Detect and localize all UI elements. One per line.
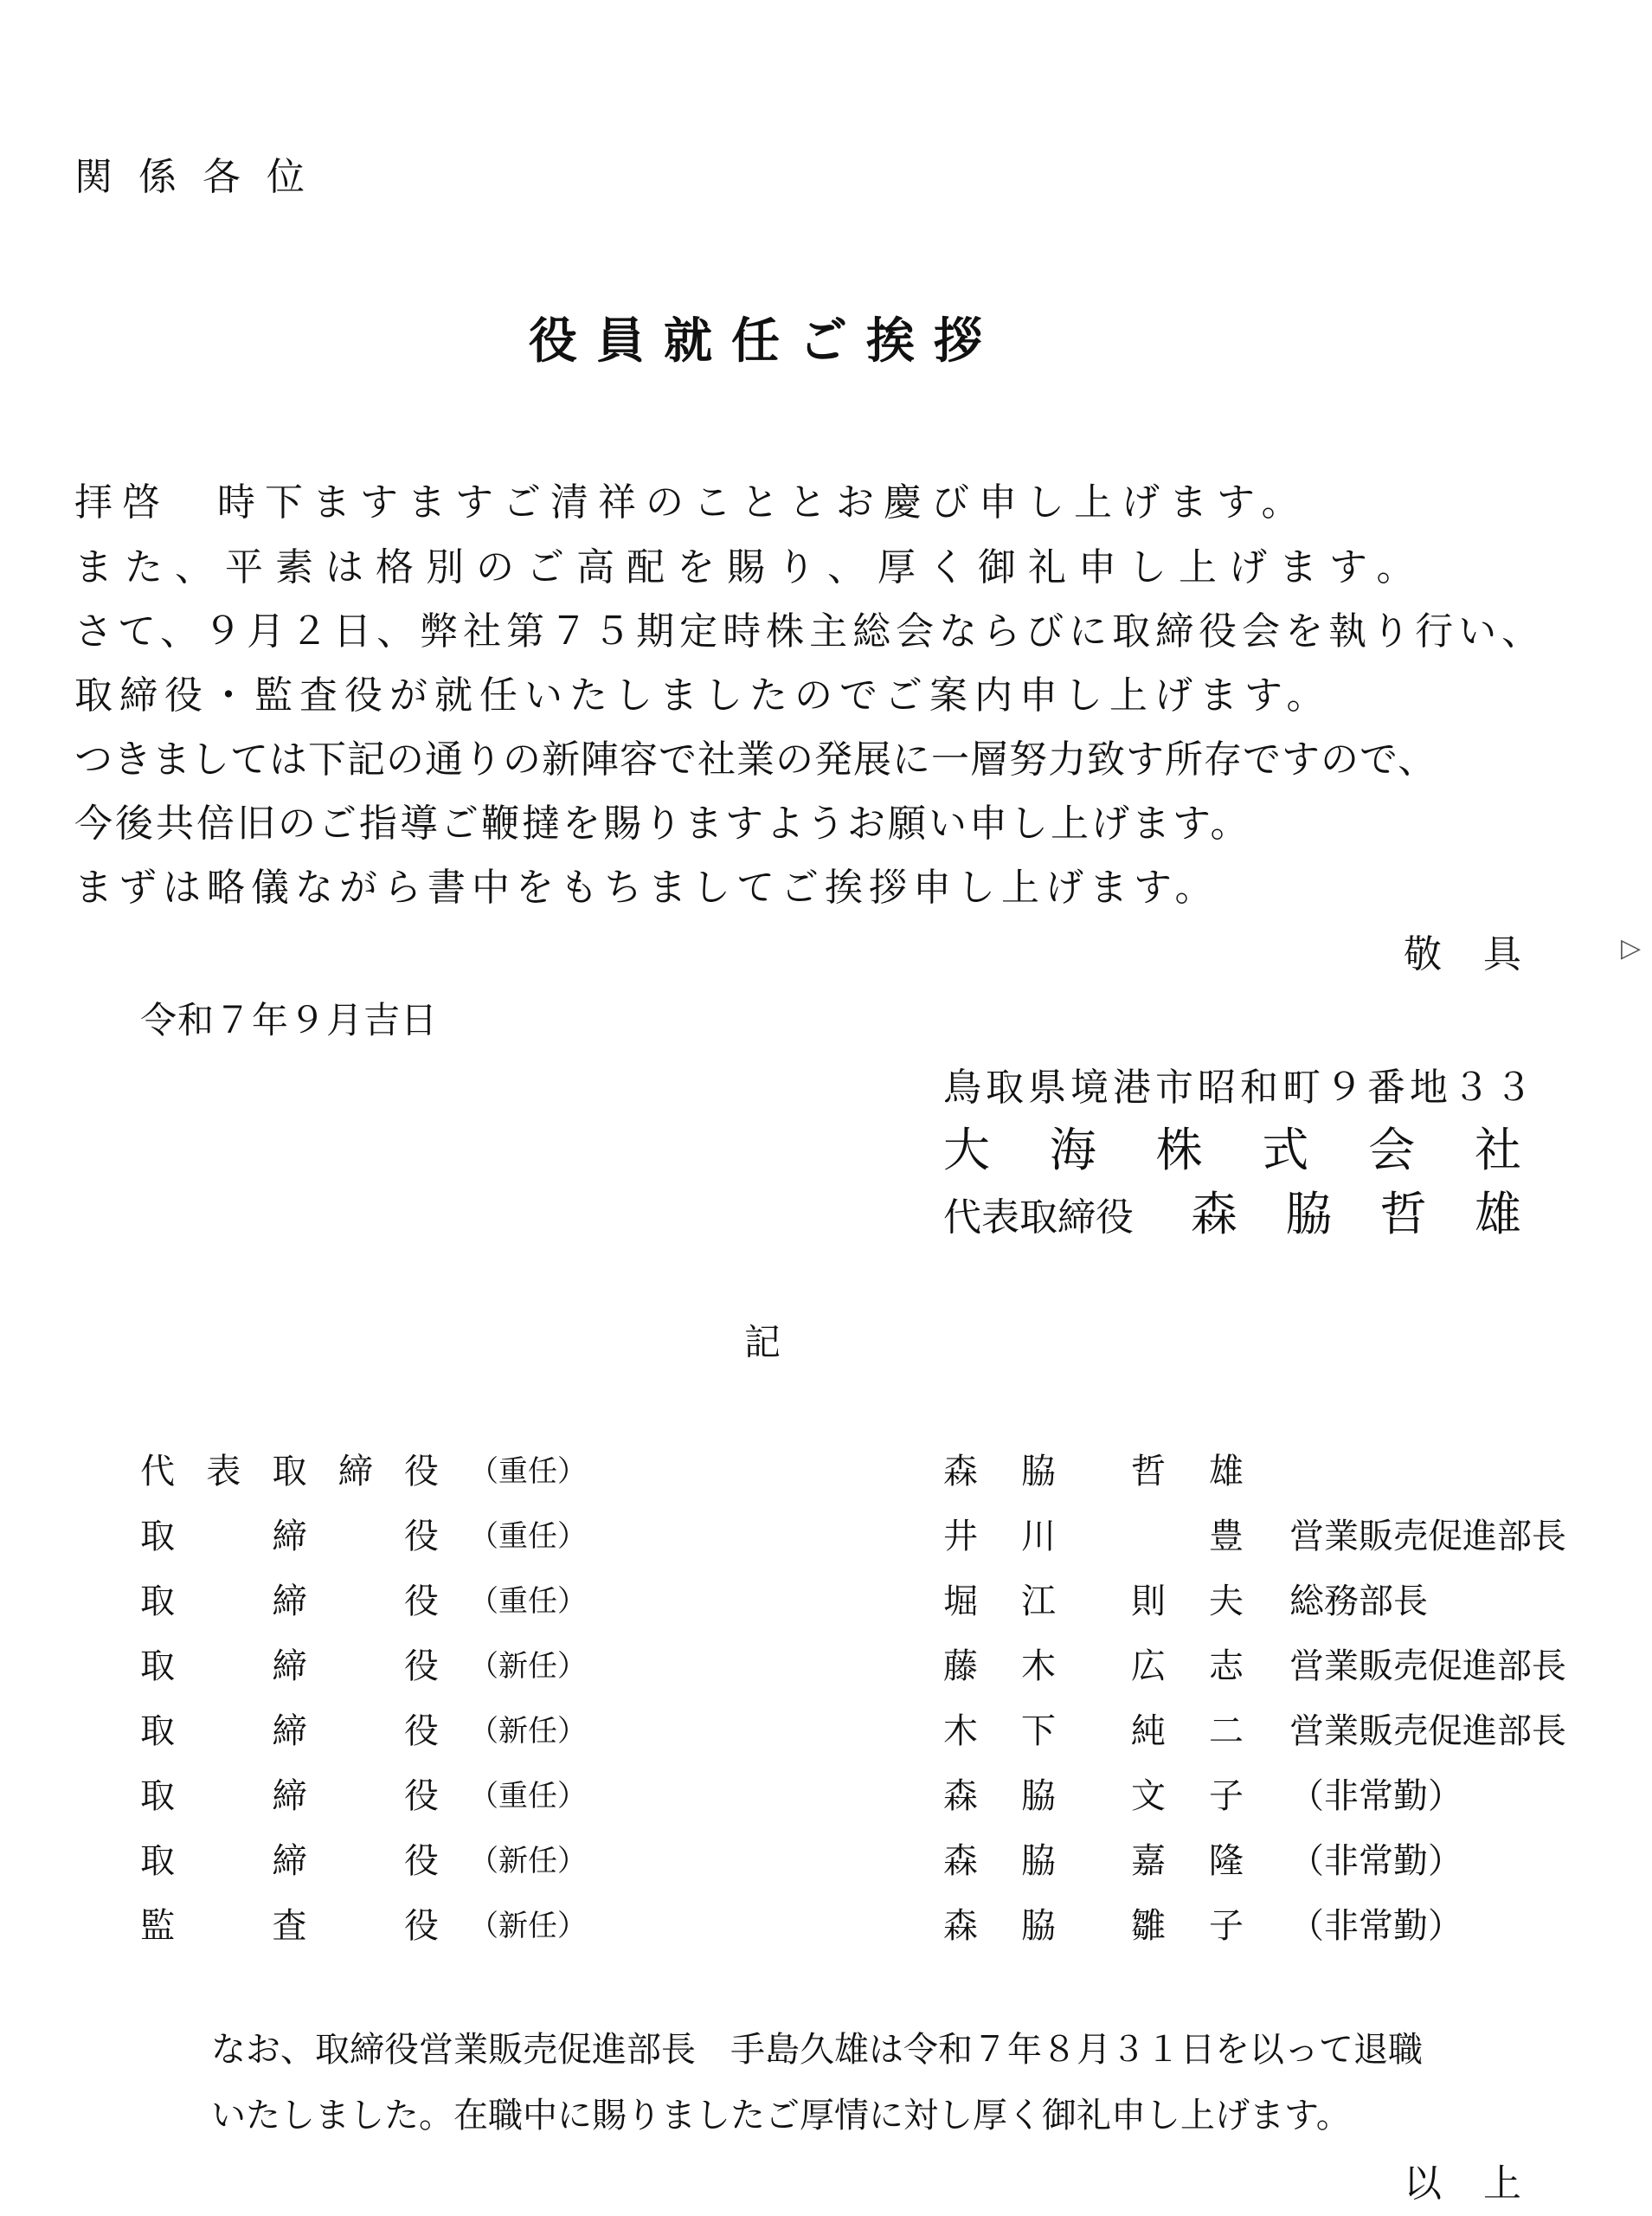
- body-line-6: 今後共倍旧のご指導ご鞭撻を賜りますようお願い申し上げます。: [74, 802, 1251, 846]
- officer-role: 取 締 役: [140, 1581, 439, 1621]
- officer-surname: 堀 江: [943, 1581, 1056, 1621]
- body-line-7: まずは略儀ながら書中をもちましてご挨拶申し上げます。: [74, 866, 1219, 910]
- officer-department: 営業販売促進部長: [1289, 1646, 1566, 1686]
- officer-department: 営業販売促進部長: [1289, 1517, 1566, 1556]
- officer-surname: 森 脇: [943, 1906, 1056, 1946]
- officer-surname: 井 川: [943, 1517, 1056, 1556]
- body-line-2: また、平素は格別のご高配を賜り、厚く御礼申し上げます。: [74, 545, 1427, 589]
- officer-role: 取 締 役: [140, 1776, 439, 1816]
- note-line-2: いたしました。在職中に賜りましたご厚情に対し厚く御礼申し上げます。: [211, 2096, 1351, 2135]
- officer-given-name: 豊: [1209, 1517, 1244, 1556]
- officer-surname: 森 脇: [943, 1776, 1056, 1816]
- officer-tenure: （重任）: [469, 1779, 587, 1813]
- issue-date: 令和７年９月吉日: [140, 999, 439, 1041]
- officer-role: 取 締 役: [140, 1517, 439, 1556]
- closing-keigu: 敬具: [1404, 932, 1563, 976]
- ki-heading: 記: [744, 1321, 781, 1363]
- officer-surname: 森 脇: [943, 1452, 1056, 1491]
- body-line-5: つきましては下記の通りの新陣容で社業の発展に一層努力致す所存ですので、: [74, 738, 1437, 782]
- officer-tenure: （重任）: [469, 1454, 587, 1489]
- officer-tenure: （新任）: [469, 1844, 587, 1878]
- officer-role: 取 締 役: [140, 1841, 439, 1881]
- officer-given-name: 則 夫: [1131, 1581, 1244, 1621]
- officer-tenure: （重任）: [469, 1584, 587, 1619]
- officer-given-name: 哲 雄: [1131, 1452, 1244, 1491]
- officer-given-name: 雛 子: [1131, 1906, 1244, 1946]
- sender-rep-role: 代表取締役: [943, 1195, 1134, 1240]
- officer-department: （非常勤）: [1289, 1776, 1462, 1816]
- sender-address: 鳥取県境港市昭和町９番地３３: [943, 1066, 1537, 1110]
- margin-arrow-icon: ▷: [1621, 933, 1642, 963]
- officer-surname: 木 下: [943, 1711, 1056, 1751]
- officer-department: （非常勤）: [1289, 1841, 1462, 1881]
- officer-role: 取 締 役: [140, 1646, 439, 1686]
- body-line-4: 取締役・監査役が就任いたしましたのでご案内申し上げます。: [74, 673, 1332, 718]
- officer-given-name: 純 二: [1131, 1711, 1244, 1751]
- officer-role: 代 表 取 締 役: [140, 1452, 439, 1491]
- officer-role: 取 締 役: [140, 1711, 439, 1751]
- note-line-1: なお、取締役営業販売促進部長 手島久雄は令和７年８月３１日を以って退職: [211, 2030, 1423, 2070]
- officer-tenure: （新任）: [469, 1649, 587, 1684]
- officer-department: 総務部長: [1289, 1581, 1428, 1621]
- officer-tenure: （重任）: [469, 1519, 587, 1554]
- body-line-3: さて、９月２日、弊社第７５期定時株主総会ならびに取締役会を執り行い、: [74, 609, 1546, 654]
- officer-given-name: 文 子: [1131, 1776, 1244, 1816]
- end-mark: 以上: [1404, 2161, 1563, 2206]
- officer-department: （非常勤）: [1289, 1906, 1462, 1946]
- officer-tenure: （新任）: [469, 1714, 587, 1749]
- officer-given-name: 嘉 隆: [1131, 1841, 1244, 1881]
- officer-surname: 藤 木: [943, 1646, 1056, 1686]
- officer-tenure: （新任）: [469, 1909, 587, 1943]
- addressee: 関係各位: [74, 155, 331, 199]
- officer-department: 営業販売促進部長: [1289, 1711, 1566, 1751]
- officer-role: 監 査 役: [140, 1906, 439, 1946]
- officer-surname: 森 脇: [943, 1841, 1056, 1881]
- body-line-1: 拝啓 時下ますますご清祥のこととお慶び申し上げます。: [74, 480, 1309, 525]
- sender-rep-name: 森 脇 哲 雄: [1191, 1187, 1521, 1241]
- document-title: 役員就任ご挨拶: [529, 312, 1001, 370]
- officer-given-name: 広 志: [1131, 1646, 1244, 1686]
- sender-company: 大 海 株 式 会 社: [943, 1123, 1521, 1177]
